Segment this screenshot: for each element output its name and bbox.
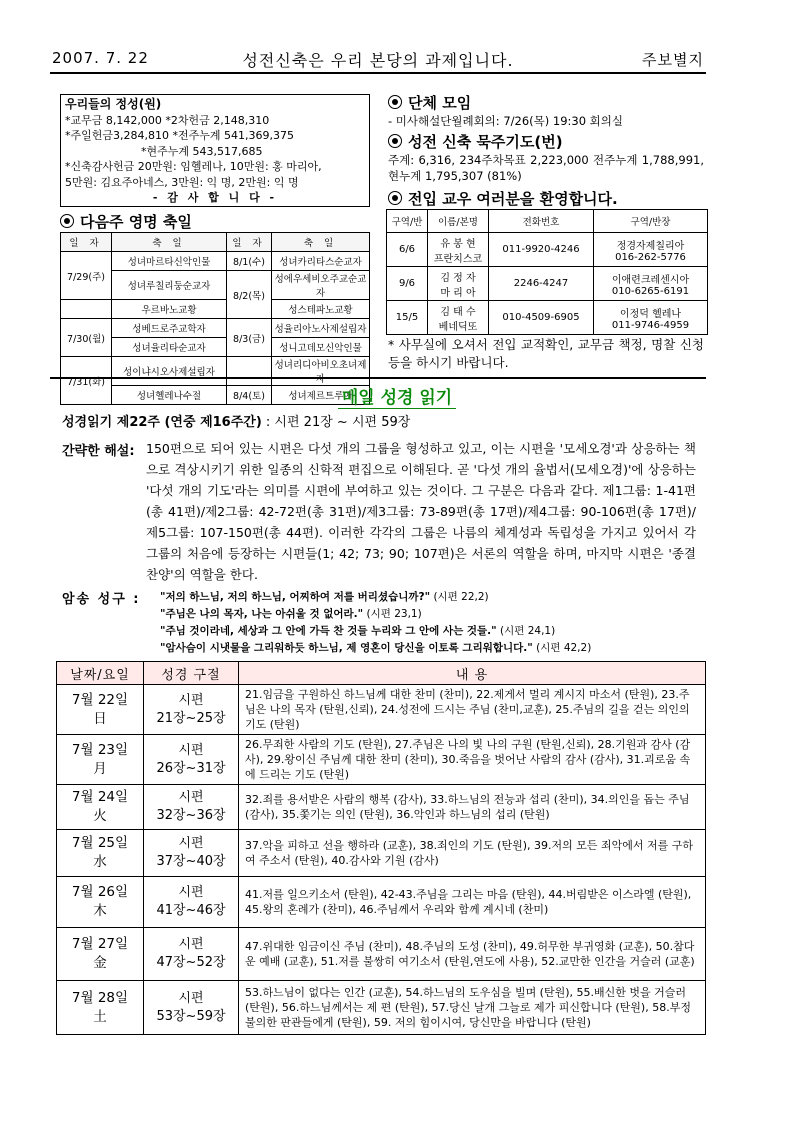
newcomers-header: 이름/본명 [428, 210, 489, 233]
reading-date-text: 7월 23일 [71, 741, 129, 758]
reading-passage [144, 928, 239, 981]
verse-ref: (시편 24,1) [500, 625, 556, 637]
daily-title-text: 매일 성경 읽기 [338, 388, 456, 409]
newcomer-name [428, 267, 489, 301]
feast-date: 7/31(화) [61, 357, 112, 405]
newcomer-leader [594, 233, 708, 267]
verse-text: "주님은 나의 목자, 나는 아쉬울 것 없어라." [160, 608, 364, 620]
offering-line: *신축감사헌금 20만원: 임헬레나, 10만원: 홍 마리아, [65, 160, 322, 173]
newcomer-name-main: 유 봉 현 [440, 238, 476, 250]
leader-name: 정경자제칠리아 [616, 240, 685, 252]
newcomers-title-text: 전입 교우 여러분을 환영합니다. [408, 190, 618, 208]
table-row [57, 877, 706, 928]
construction-title [388, 131, 563, 152]
newcomers-header: 전화번호 [489, 210, 594, 233]
verse-text: "주님 것이라네, 세상과 그 안에 가득 찬 것들 누리와 그 안에 사는 것들." [160, 625, 497, 637]
feast-saint: 성에우세비오주교순교자 [272, 271, 370, 300]
table-row [387, 233, 708, 267]
reading-date-text: 7월 26일 [71, 884, 129, 900]
header-label: 주보별지 [642, 51, 704, 69]
table-row [57, 981, 706, 1035]
reading-weekday: 月 [93, 760, 107, 777]
newcomer-phone: 011-9920-4246 [489, 233, 594, 267]
circle-bullet-icon [388, 134, 402, 148]
table-row [57, 785, 706, 830]
header-date: 2007. 7. 22 [52, 49, 149, 67]
newcomer-name [428, 301, 489, 335]
newcomer-name-main: 김 태 수 [440, 306, 476, 318]
reading-header: 날짜/요일 [57, 662, 144, 685]
feast-header: 일 자 [227, 233, 272, 252]
reading-content: 37.악을 피하고 선을 행하라 (교훈), 38.죄인의 기도 (탄원), 39.저의 모든 죄악에서 저를 구하여 주소서 (탄원), 40.감사와 기원 (감사) [239, 830, 706, 877]
passage-book: 시편 [178, 937, 204, 952]
memory-verse [160, 623, 720, 640]
reading-content: 32.죄를 용서받은 사람의 행복 (감사), 33.하느님의 전능과 섭리 (찬미), 34.의인을 돕는 주님 (감사), 35.쫓기는 의인 (탄원), 36.악인과 하느님의 섭리 (탄원) [239, 785, 706, 830]
groups-title-text: 단체 모임 [408, 94, 472, 112]
feast-saint: 성녀리디아비오초녀제자 [272, 357, 370, 386]
reading-weekday: 火 [93, 808, 107, 824]
header-divider [50, 72, 706, 74]
feast-header: 일 자 [61, 233, 112, 252]
feast-header: 축 일 [112, 233, 227, 252]
reading-date [57, 981, 144, 1035]
passage-book: 시편 [178, 742, 204, 758]
leader-phone: 011-9746-4959 [611, 319, 690, 331]
passage-range: 21장~25장 [156, 710, 226, 726]
reading-weekday: 土 [93, 1008, 107, 1025]
passage-range: 47장~52장 [156, 955, 226, 970]
reading-date-text: 7월 28일 [71, 989, 129, 1006]
reading-content: 41.저를 일으키소서 (탄원), 42-43.주님을 그리는 마음 (탄원), 44.버림받은 이스라엘 (탄원), 45.왕의 혼례가 (찬미), 46.주님께서 우리와 함께 계시네 (찬미) [239, 877, 706, 928]
reading-content: 47.위대한 임금이신 주님 (찬미), 48.주님의 도성 (찬미), 49.허무한 부귀영화 (교훈), 50.참다운 예배 (교훈), 51.저를 불쌍히 여기소서 (탄원,연도에 사용), 52.교만한 인간을 거슬러 (교훈) [239, 928, 706, 981]
passage-book: 시편 [178, 990, 204, 1006]
table-row [57, 928, 706, 981]
page-header [50, 46, 706, 70]
feast-saint: 성녀헬레나수절 [112, 386, 227, 405]
feast-header: 축 일 [272, 233, 370, 252]
feast-saint: 성이냐시오사제설립자 [112, 357, 227, 386]
section-divider [50, 377, 706, 379]
feast-saint: 성스테파노교황 [272, 300, 370, 319]
feast-saint: 성니고데모신악인물 [272, 338, 370, 357]
offering-line: *주일헌금3,284,810 *전주누계 541,369,375 [65, 129, 294, 142]
reading-passage [144, 981, 239, 1035]
newcomers-header: 구역/반 [387, 210, 428, 233]
offering-line: *현주누계 543,517,685 [141, 144, 263, 158]
reading-weekday: 木 [93, 903, 107, 919]
newcomer-phone: 010-4509-6905 [489, 301, 594, 335]
reading-content: 21.임금을 구원하신 하느님께 대한 찬미 (찬미), 22.제게서 멀리 계시지 마소서 (탄원), 23.주님은 나의 목자 (탄원,신뢰), 24.성전에 드시는 주님 (찬미,교훈), 25.주님의 길을 걷는 의인의 기도 (탄원) [239, 685, 706, 735]
offering-box [60, 94, 370, 207]
passage-book: 시편 [178, 790, 204, 805]
newcomers-table [386, 209, 708, 335]
newcomer-name-main: 김 정 자 [440, 272, 476, 284]
week-label: 성경읽기 제22주 (연중 제16주간) [62, 415, 262, 430]
reading-weekday: 金 [93, 955, 107, 971]
newcomer-leader [594, 267, 708, 301]
newcomer-name-baptismal: 베네딕또 [438, 321, 478, 333]
groups-title [388, 92, 471, 113]
reading-date [57, 830, 144, 877]
week-range: : 시편 21장 ~ 시편 59장 [265, 415, 411, 430]
header-motto: 성전신축은 우리 본당의 과제입니다. [242, 51, 514, 70]
feast-date: 7/30(월) [61, 319, 112, 357]
table-row [387, 301, 708, 335]
memory-verses [160, 589, 720, 657]
feast-saint: 우르바노교황 [112, 300, 227, 319]
table-row [57, 685, 706, 735]
reading-date-text: 7월 25일 [71, 835, 129, 851]
newcomer-name [428, 233, 489, 267]
feast-saint: 성율리아노사제설립자 [272, 319, 370, 338]
reading-weekday: 日 [93, 710, 107, 727]
reading-date [57, 785, 144, 830]
newcomers-note: * 사무실에 오셔서 전입 교적확인, 교무금 책정, 명찰 신청 등을 하시기 바랍니다. [388, 337, 704, 370]
circle-bullet-icon [388, 95, 402, 109]
newcomers-header: 구역/반장 [594, 210, 708, 233]
passage-book: 시편 [178, 885, 204, 900]
reading-passage [144, 685, 239, 735]
feast-title [60, 211, 192, 232]
passage-range: 32장~36장 [156, 808, 226, 823]
newcomer-name-baptismal: 마 리 아 [440, 287, 476, 299]
reading-date [57, 735, 144, 785]
feast-saint: 성녀카리타스순교자 [272, 252, 370, 271]
verse-ref: (시편 23,1) [366, 608, 422, 620]
summary-text: 150편으로 되어 있는 시편은 다섯 개의 그룹을 형성하고 있고, 이는 시편을 '모세오경'과 상응하는 책으로 격상시키기 위한 일종의 신학적 편집으로 이해된다. 곧 '다섯 개의 율법서(모세오경)'에 상응하는 '다섯 개의 기도'라는 의미를 시편에 부여하고 있는 것이다. 그 구분은 다음과 같다. 제1그룹: 1-41편(총 41편)/제2그룹: 42-72편(총 31편)/제3그룹: 73-89편(총 17편)/제4그룹: 90-106편(총 17편)/제5그룹: 107-150편(총 44편). 이러한 각각의 그룹은 나름의 체계성과 독립성을 가지고 있어서 각 그룹의 처음에 등장하는 시편들(1; 42; 73; 90; 107편)은 서론의 역할을 하며, 마지막 시편은 '종결 찬양'의 역할을 한다. [146, 441, 696, 582]
feast-date [227, 357, 272, 386]
reading-passage [144, 785, 239, 830]
newcomer-name-baptismal: 프란치스코 [433, 253, 483, 265]
reading-date [57, 877, 144, 928]
newcomers-title [388, 188, 618, 209]
reading-date-text: 7월 24일 [71, 789, 129, 805]
reading-header: 내 용 [239, 662, 706, 685]
feast-saint: 성베드로주교학자 [112, 319, 227, 338]
offering-title: 우리들의 정성(원) [65, 97, 162, 111]
table-row [387, 267, 708, 301]
verse-ref: (시편 22,2) [433, 591, 489, 603]
table-row [57, 830, 706, 877]
groups-line: - 미사해설단월례회의: 7/26(목) 19:30 회의실 [388, 114, 624, 128]
summary-label: 간략한 해설: [62, 444, 135, 459]
newcomer-leader [594, 301, 708, 335]
feast-date: 7/29(주) [61, 252, 112, 300]
feast-date: 8/4(토) [227, 386, 272, 405]
passage-range: 26장~31장 [156, 760, 226, 776]
circle-bullet-icon [60, 214, 74, 228]
verse-text: "저의 하느님, 저의 하느님, 어찌하여 저를 버리셨습니까?" [160, 591, 431, 603]
offering-line: 5만원: 김요주아네스, 3만원: 익 명, 2만원: 익 명 [65, 175, 299, 189]
feast-saint: 성녀마르타신악인물 [112, 252, 227, 271]
feast-title-text: 다음주 영명 축일 [80, 213, 192, 231]
memory-verse [160, 606, 720, 623]
passage-range: 53장~59장 [156, 1008, 226, 1024]
offering-line: *교무금 8,142,000 *2차헌금 2,148,310 [65, 113, 270, 127]
leader-phone: 016-262-5776 [615, 251, 686, 263]
reading-header: 성경 구절 [144, 662, 239, 685]
newcomer-area: 9/6 [387, 267, 428, 301]
leader-phone: 010-6265-6191 [611, 285, 690, 297]
offering-thanks: - 감 사 합 니 다 - [152, 191, 278, 204]
construction-text: 주계: 6,316, 234주차목표 2,223,000 전주누계 1,788,991, 현누계 1,795,307 (81%) [388, 153, 704, 183]
memory-label: 암송 성구 : [62, 592, 141, 607]
newcomer-area: 6/6 [387, 233, 428, 267]
reading-date [57, 685, 144, 735]
feast-date: 8/3(금) [227, 319, 272, 357]
feast-date [61, 300, 112, 319]
passage-book: 시편 [178, 836, 204, 851]
memory-verse [160, 589, 720, 606]
reading-passage [144, 735, 239, 785]
verse-text: "암사슴이 시냇물을 그리워하듯 하느님, 제 영혼이 당신을 이토록 그리워합니다." [160, 642, 533, 654]
memory-verse [160, 640, 720, 657]
week-line [62, 411, 410, 430]
verse-ref: (시편 42,2) [536, 642, 592, 654]
leader-name: 이정덕 헬레나 [619, 308, 682, 320]
reading-passage [144, 877, 239, 928]
reading-passage [144, 830, 239, 877]
reading-date-text: 7월 22일 [71, 691, 129, 708]
construction-title-text: 성전 신축 묵주기도(번) [408, 133, 563, 151]
feast-saint: 성녀루칠리둥순교자 [112, 271, 227, 300]
passage-book: 시편 [178, 692, 204, 708]
circle-bullet-icon [388, 191, 402, 205]
newcomer-area: 15/5 [387, 301, 428, 335]
passage-range: 41장~46장 [156, 903, 226, 918]
reading-weekday: 水 [93, 854, 107, 870]
table-row [57, 735, 706, 785]
reading-content: 26.무죄한 사람의 기도 (탄원), 27.주님은 나의 빛 나의 구원 (탄원,신뢰), 28.기원과 감사 (감사), 29.왕이신 주님께 대한 찬미 (찬미), 30.죽음을 벗어난 사람의 감사 (감사), 31.괴로움 속에 드리는 기도 (탄원) [239, 735, 706, 785]
feast-saint: 성녀율리타순교자 [112, 338, 227, 357]
leader-name: 이애련크레센시아 [611, 274, 690, 286]
daily-title [0, 383, 794, 408]
reading-table [56, 661, 706, 1035]
passage-range: 37장~40장 [156, 854, 226, 869]
feast-date: 8/2(목) [227, 271, 272, 319]
feast-table [60, 232, 370, 405]
feast-date: 8/1(수) [227, 252, 272, 271]
reading-date-text: 7월 27일 [71, 936, 129, 952]
feast-saint: 성녀제르트루아 [272, 386, 370, 405]
newcomer-phone: 2246-4247 [489, 267, 594, 301]
reading-content: 53.하느님이 없다는 인간 (교훈), 54.하느님의 도우심을 빌며 (탄원), 55.배신한 벗을 거슬러 (탄원), 56.하느님께서는 제 편 (탄원), 57.당신 날개 그늘로 제가 피신합니다 (탄원), 58.부정 불의한 판관들에게 (탄원), 59. 저의 힘이시여, 당신만을 바랍니다 (탄원) [239, 981, 706, 1035]
reading-date [57, 928, 144, 981]
